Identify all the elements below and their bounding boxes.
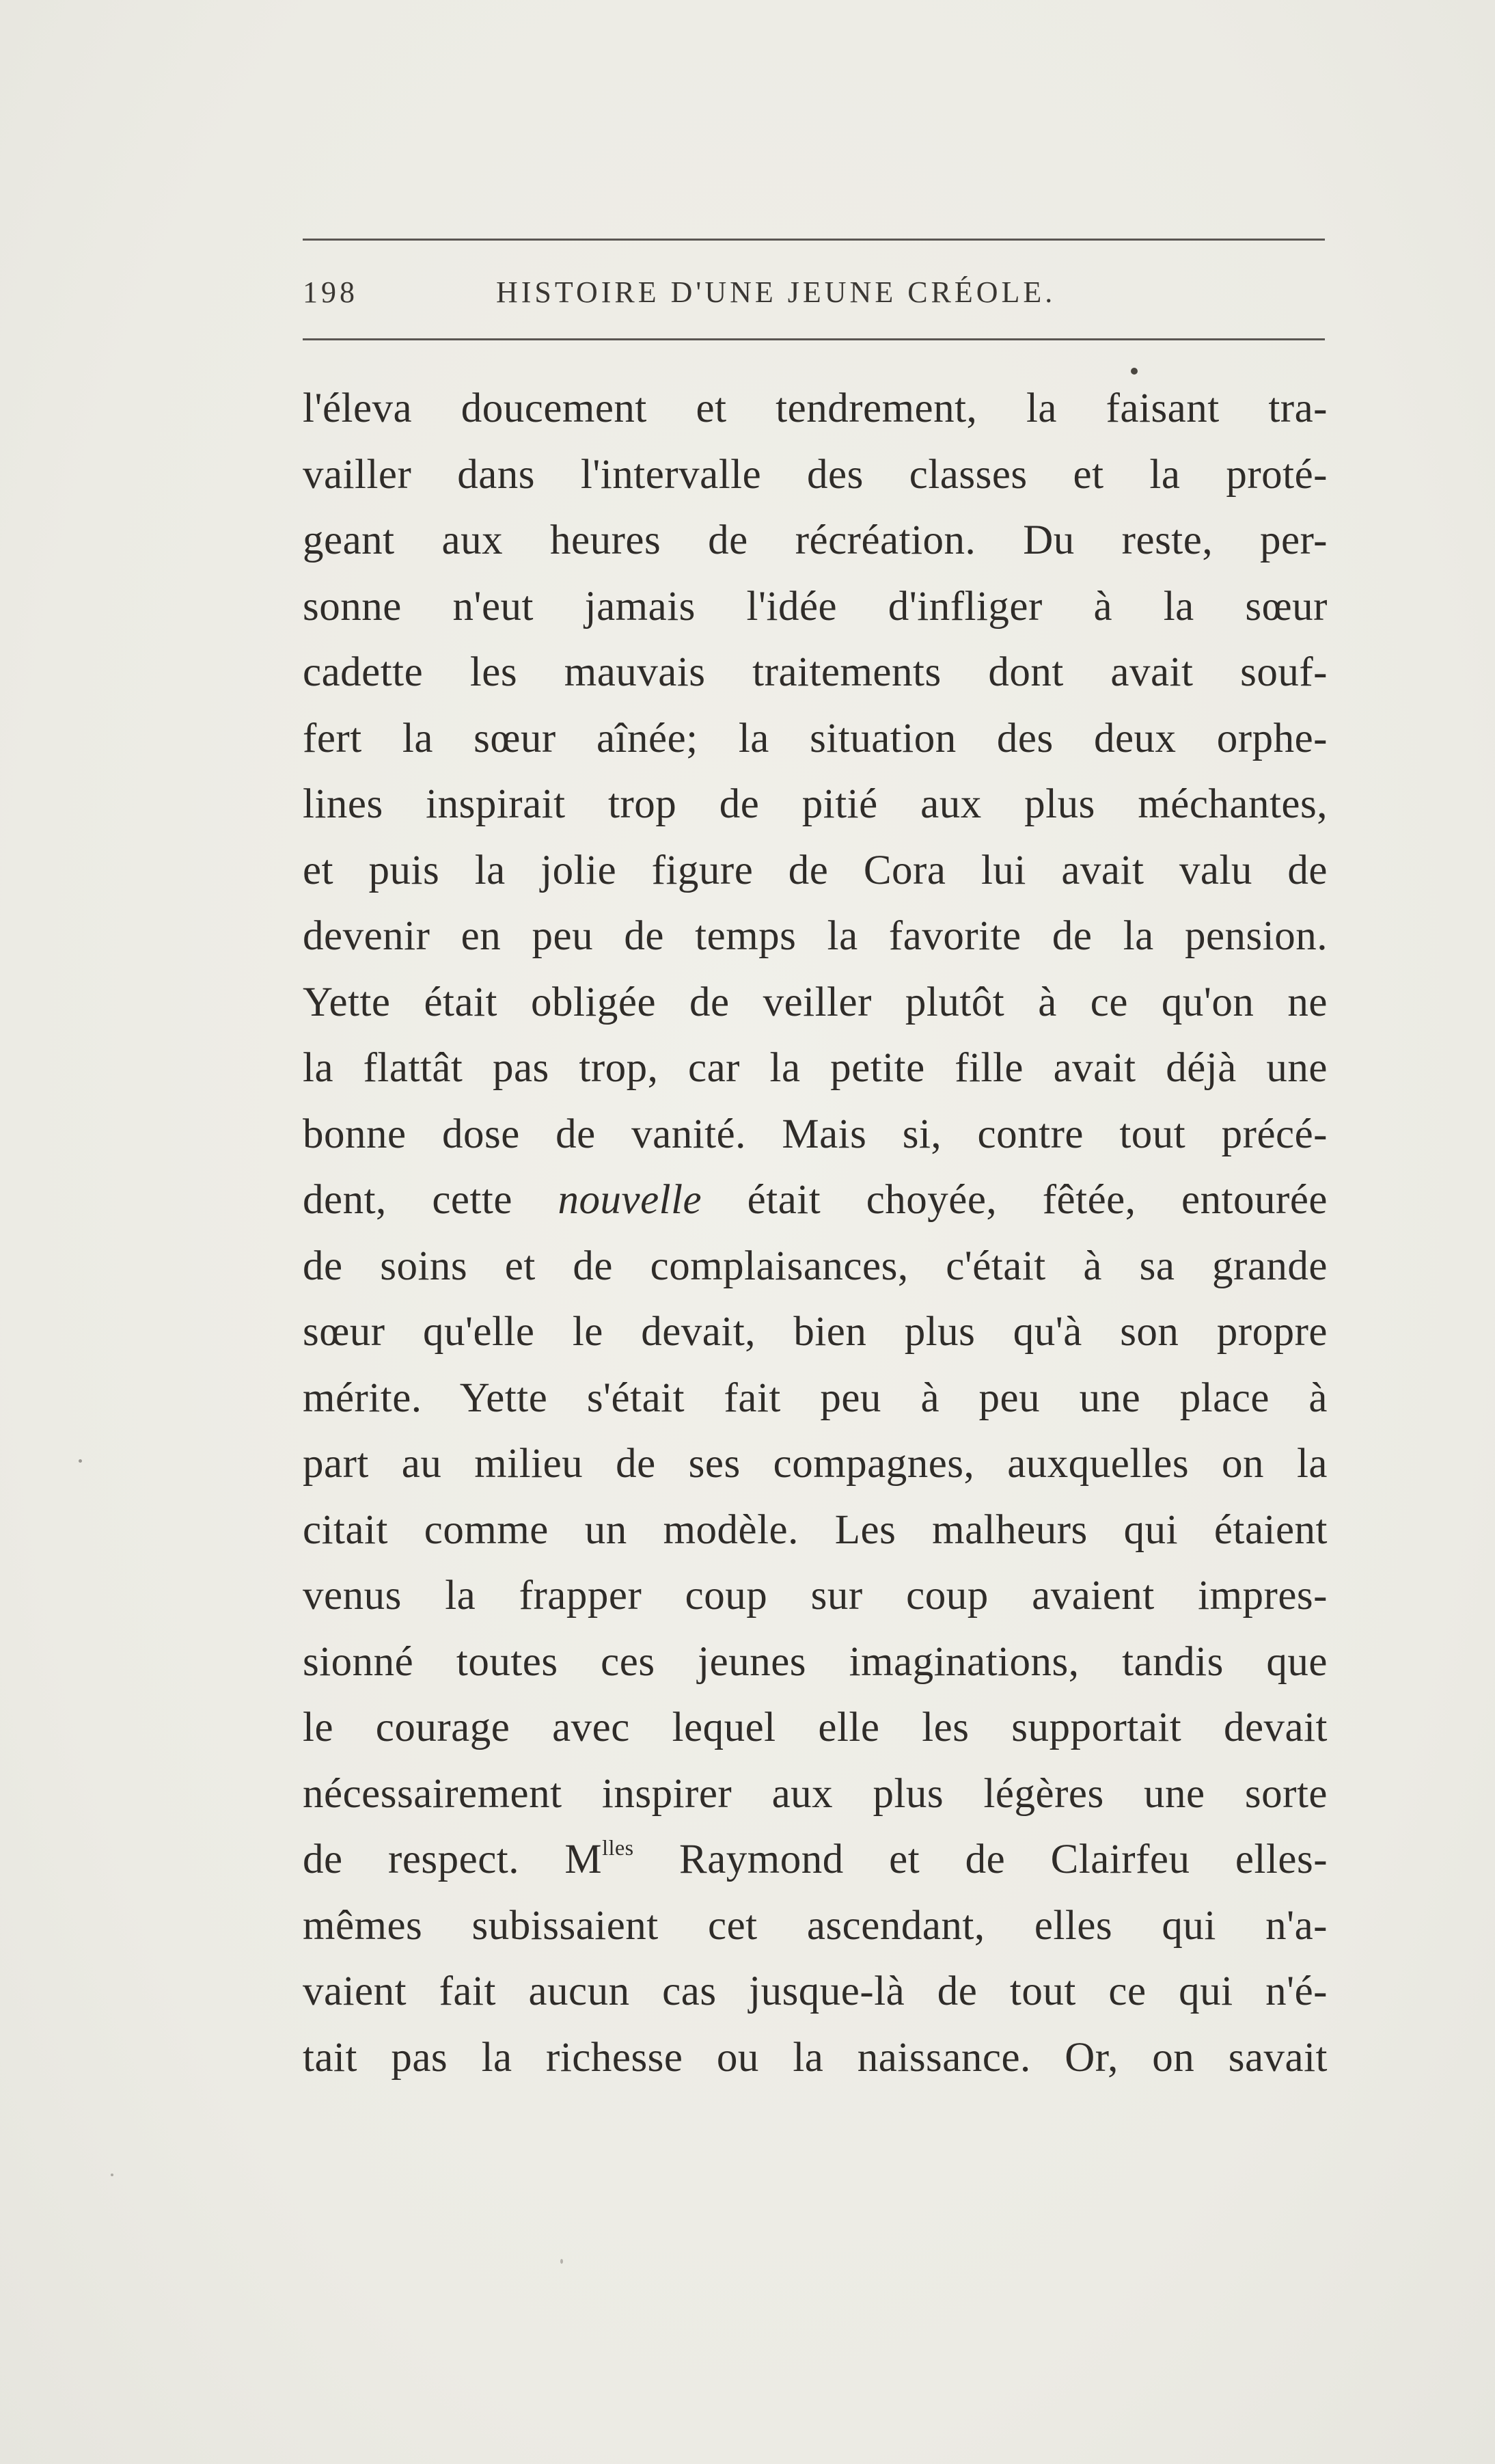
paper-speck [111,2174,113,2176]
text-line: bonne dose de vanité. Mais si, contre tout précé- [303,1111,1328,1157]
text-line: part au milieu de ses compagnes, auxquelles on la [303,1441,1328,1487]
italic-word: nouvelle [558,1177,702,1223]
text-line: la flattât pas trop, car la petite fille avait déjà une [303,1045,1328,1091]
paper-speck [79,1459,82,1463]
text-line: geant aux heures de récréation. Du reste, per- [303,517,1328,563]
text-line: sœur qu'elle le devait, bien plus qu'à son propre [303,1309,1328,1355]
running-title: HISTOIRE D'UNE JEUNE CRÉOLE. [496,275,1056,309]
text-line: vailler dans l'intervalle des classes et la proté- [303,451,1328,498]
text-line: lines inspirait trop de pitié aux plus méchantes, [303,781,1328,827]
body-text [303,376,1328,2091]
text-line-with-italic [303,1167,1328,1234]
text-line: de soins et de complaisances, c'était à sa grande [303,1243,1328,1289]
running-header [303,265,1325,320]
text-line: citait comme un modèle. Les malheurs qui étaient [303,1506,1328,1553]
text-line: mêmes subissaient cet ascendant, elles qui n'a- [303,1902,1328,1949]
abbreviation-superscript: lles [602,1835,634,1860]
abbreviation-letter: M [564,1837,603,1882]
text-line: sonne n'eut jamais l'idée d'infliger à la sœur [303,583,1328,629]
text-line: cadette les mauvais traitements dont avait souf- [303,649,1328,695]
text-line: Yette était obligée de veiller plutôt à ce qu'on ne [303,979,1328,1025]
text-segment: Raymond et de Clairfeu elles- [679,1837,1328,1882]
text-line: et puis la jolie figure de Cora lui avait valu de [303,847,1328,893]
text-line: nécessairement inspirer aux plus légères une sorte [303,1770,1328,1817]
abbreviation [564,1837,633,1882]
paper-speck [560,2259,563,2264]
text-line: venus la frapper coup sur coup avaient impres- [303,1573,1328,1619]
text-line: le courage avec lequel elle les supportait devait [303,1705,1328,1750]
text-line: l'éleva doucement et tendrement, la faisant tra- [303,385,1328,431]
text-line-with-abbreviation [303,1827,1328,1893]
text-line: tait pas la richesse ou la naissance. Or, on savait [303,2034,1328,2081]
text-line: mérite. Yette s'était fait peu à peu une place à [303,1375,1328,1421]
header-bottom-rule [303,338,1325,340]
text-segment: dent, cette [303,1177,512,1223]
text-line: vaient fait aucun cas jusque-là de tout ce qui n'é- [303,1968,1328,2014]
header-top-rule [303,239,1325,241]
text-line: fert la sœur aînée; la situation des deux orphe- [303,715,1328,761]
text-segment: était choyée, fêtée, entourée [747,1177,1328,1223]
text-line: devenir en peu de temps la favorite de la pension. [303,913,1328,959]
text-segment: de respect. [303,1837,519,1882]
paper-speck [1131,368,1138,375]
page-number: 198 [303,275,358,309]
text-line: sionné toutes ces jeunes imaginations, tandis que [303,1638,1328,1685]
